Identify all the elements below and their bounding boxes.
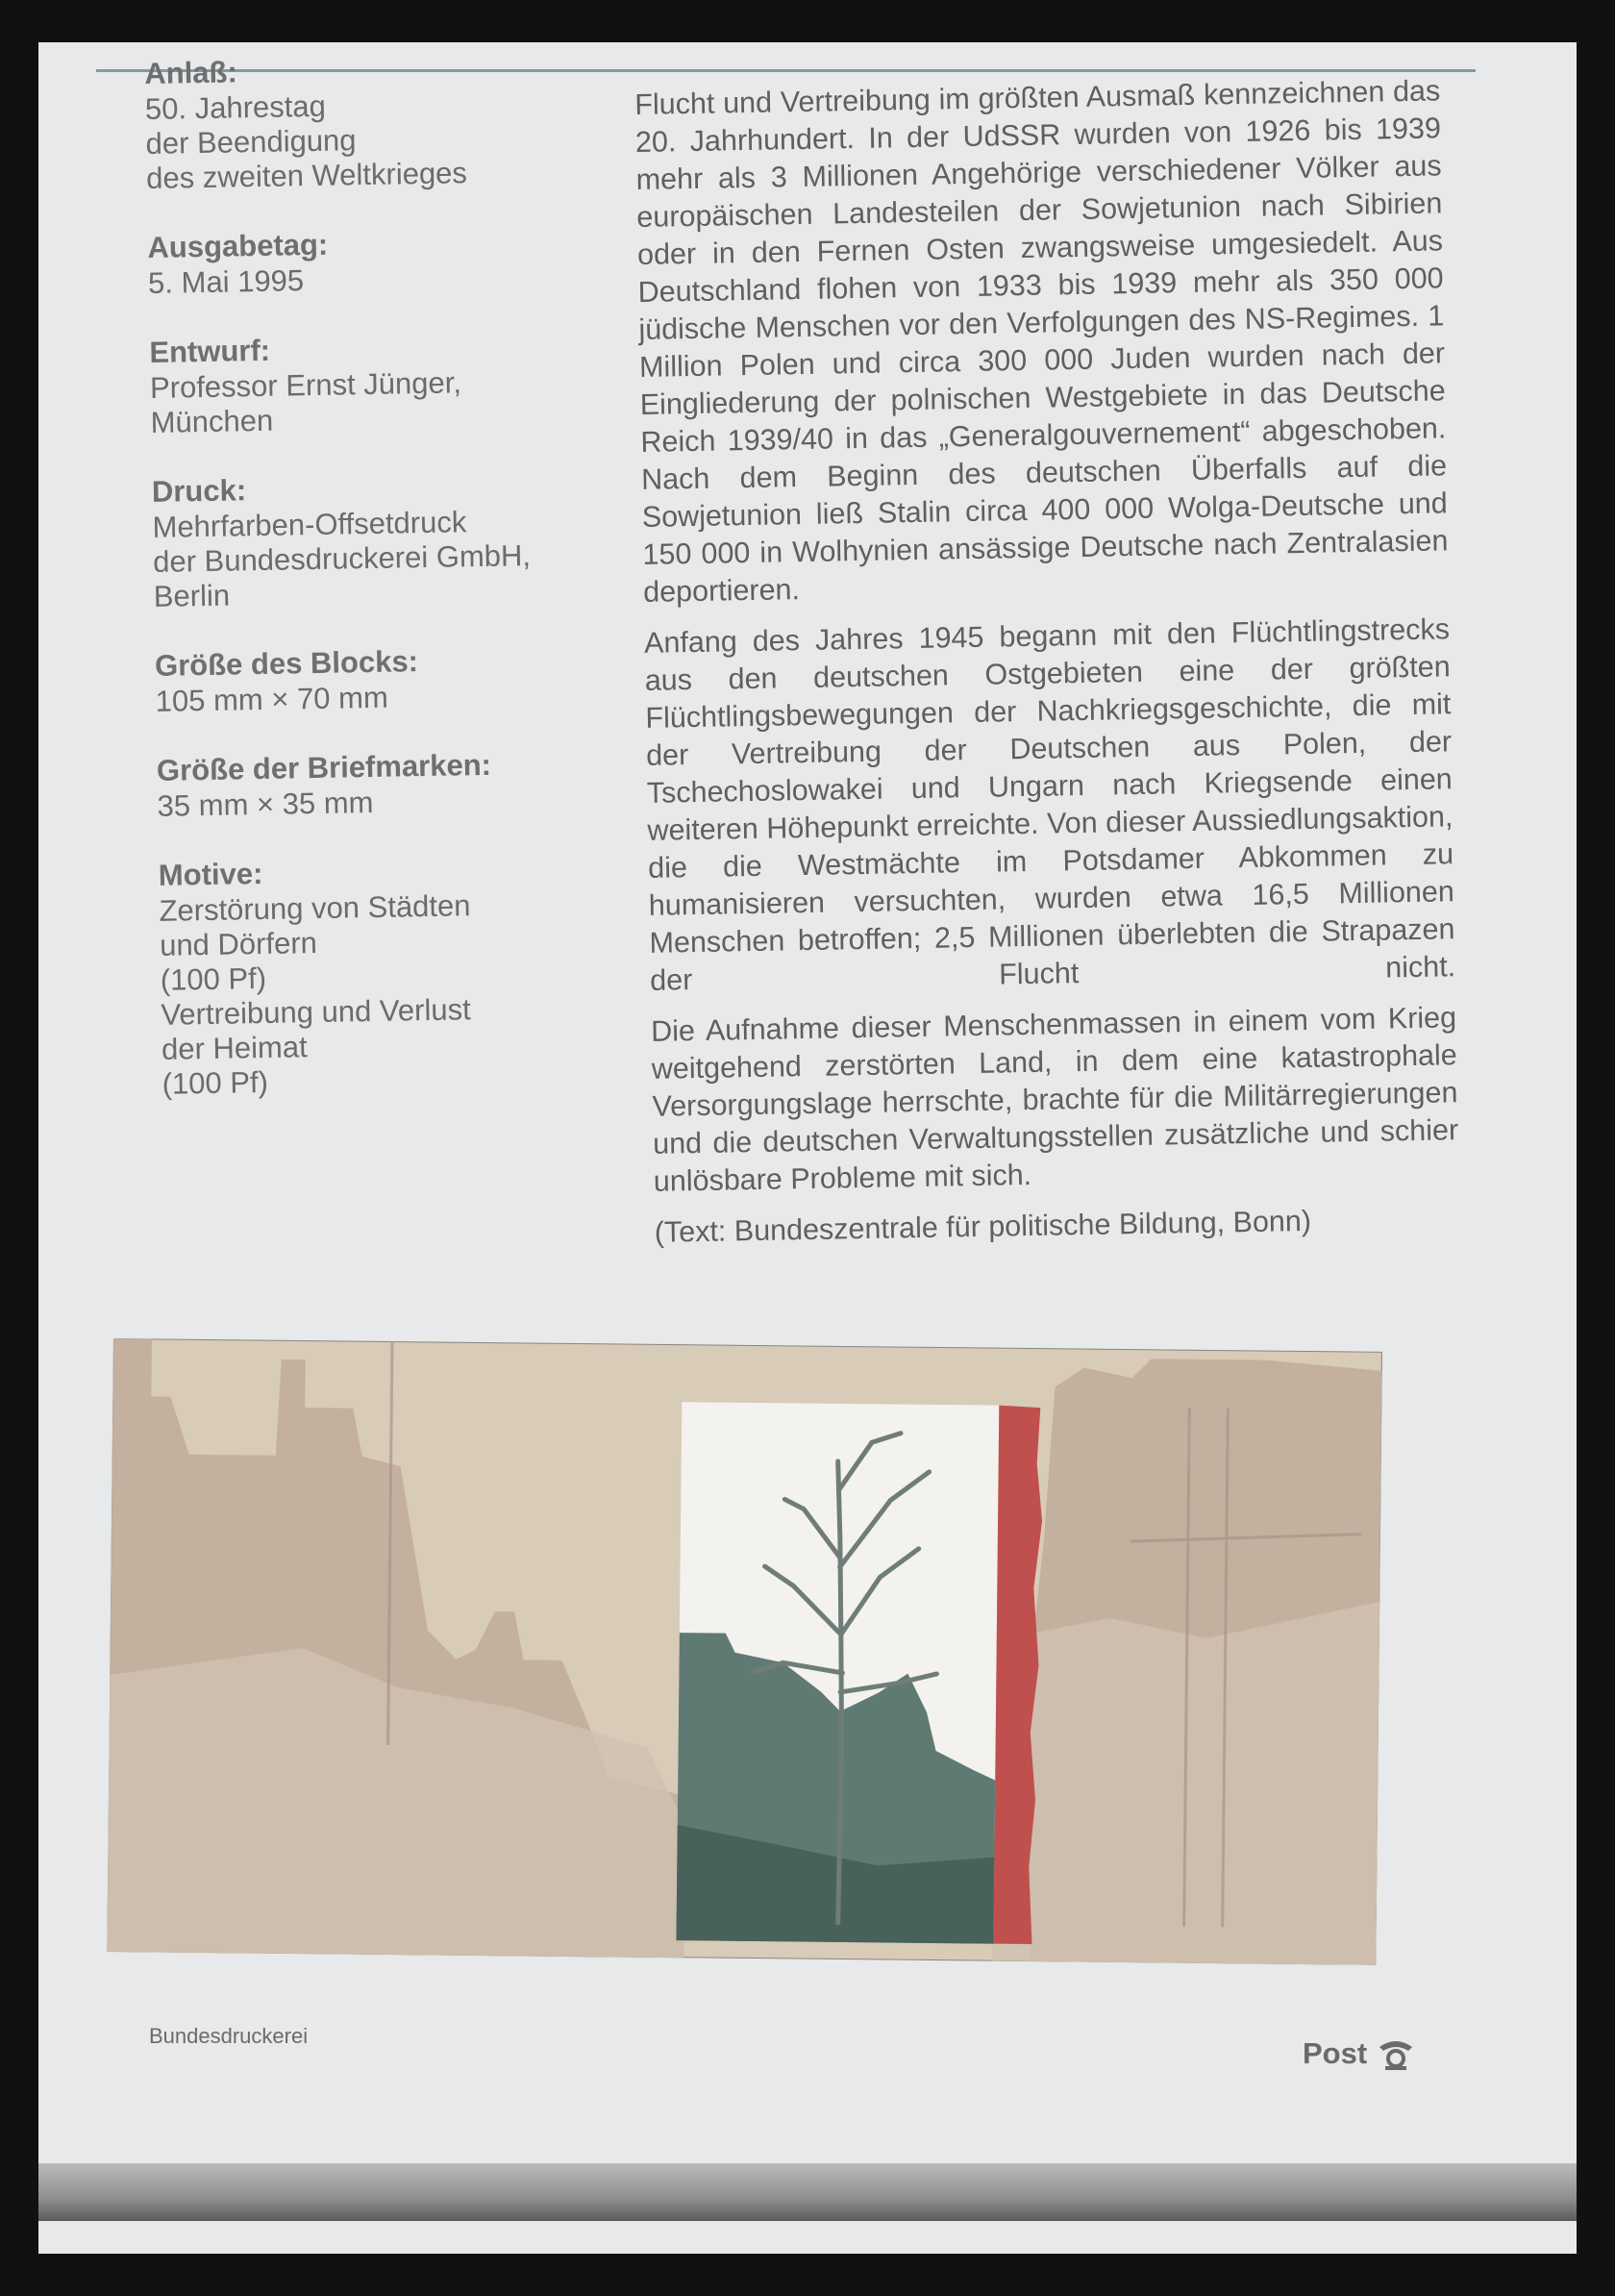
detail-line: Professor Ernst Jünger, xyxy=(149,365,462,405)
detail-design xyxy=(149,327,593,440)
body-paragraph: Die Aufnahme dieser Menschenmassen in einem vom Krieg weitgehend zerstörten Land, in dem eine katastrophale Versorgungslage herrschte, brachte für die Militärregierungen und die deutschen Verwaltungsstellen zusätzliche und schier unlösbare Probleme mit sich. xyxy=(650,1001,1459,1198)
detail-heading: Druck: xyxy=(151,473,247,509)
detail-heading: Motive: xyxy=(158,856,263,892)
detail-heading: Ausgabetag: xyxy=(147,227,329,264)
detail-heading: Anlaß: xyxy=(144,55,238,90)
binder-edge xyxy=(38,2163,1577,2221)
detail-motifs xyxy=(159,850,605,1102)
body-paragraph: Anfang des Jahres 1945 begann mit den Flüchtlingstrecks aus den deutschen Ostgebieten eine der größten Flüchtlingsbewegungen der Nachkriegsgeschichte, die mit der Vertreibung der Deutschen aus Polen, der Tschechoslowakei und Ungarn nach Kriegsende einen weiteren Höhepunkt erreichte. Von dieser Aussiedlungsaktion, die die Westmächte im Potsdamer Abkommen zu humanisieren versuchten, wurden etwa 16,5 Millionen Menschen betroffen; 2,5 Millionen überlebten die Strapazen der Flucht nicht. xyxy=(643,612,1456,997)
body-paragraph: Flucht und Vertreibung im größten Ausmaß kennzeichnen das 20. Jahrhundert. In der UdSSR wurden von 1926 bis 1939 mehr als 3 Millionen Angehörige verschiedener Völker aus europäischen Landesteilen der Sowjetunion nach Sibirien oder in den Fernen Osten zwangsweise umgesiedelt. Aus Deutschland flohen von 1933 bis 1939 mehr als 350 000 jüdische Menschen vor den Verfolgungen des NS-Regimes. 1 Million Polen und circa 300 000 Juden wurden nach der Eingliederung der polnischen Westgebiete in das Deutsche Reich 1939/40 in das „Generalgouvernement“ abgeschoben. Nach dem Beginn des deutschen Überfalls auf die Sowjetunion ließ Stalin circa 400 000 Wolga-Deutsche und 150 000 in Wolhynien ansässige Deutsche nach Zentralasien deportieren. xyxy=(634,74,1449,609)
detail-line: des zweiten Weltkrieges xyxy=(145,156,468,195)
detail-line: (100 Pf) xyxy=(162,1064,269,1101)
post-logo xyxy=(1303,2036,1416,2072)
detail-line: (100 Pf) xyxy=(160,961,267,997)
detail-issue-date xyxy=(147,222,590,301)
detail-line: Zerstörung von Städten xyxy=(159,888,471,928)
details-column xyxy=(144,48,606,1136)
detail-block-size xyxy=(155,640,598,719)
text-source: (Text: Bundeszentrale für politische Bildung, Bonn) xyxy=(654,1204,1312,1249)
detail-heading: Entwurf: xyxy=(149,333,271,369)
detail-heading: Größe des Blocks: xyxy=(154,644,419,683)
detail-line: 35 mm × 35 mm xyxy=(157,785,374,823)
souvenir-sheet-image xyxy=(107,1338,1382,1965)
detail-line: und Dörfern xyxy=(159,926,318,962)
detail-line: der Beendigung xyxy=(145,123,357,161)
detail-line: Berlin xyxy=(153,578,231,613)
printer-name: Bundesdruckerei xyxy=(149,2024,309,2048)
post-logo-text: Post xyxy=(1303,2036,1368,2070)
detail-print xyxy=(152,466,596,614)
detail-line: der Bundesdruckerei GmbH, xyxy=(152,538,532,579)
detail-line: München xyxy=(150,403,274,439)
detail-occasion xyxy=(144,48,588,196)
detail-line: Mehrfarben-Offsetdruck xyxy=(152,505,467,544)
detail-stamp-size xyxy=(157,745,600,824)
detail-heading: Größe der Briefmarken: xyxy=(156,747,492,787)
detail-line: 50. Jahrestag xyxy=(144,88,327,126)
detail-line: der Heimat xyxy=(161,1030,308,1066)
detail-line: Vertreibung und Verlust xyxy=(161,992,471,1032)
detail-line: 105 mm × 70 mm xyxy=(155,680,389,718)
souvenir-sheet-illustration xyxy=(107,1338,1382,1965)
body-text xyxy=(634,72,1460,1251)
post-horn-icon xyxy=(1376,2039,1416,2072)
detail-line: 5. Mai 1995 xyxy=(147,263,305,300)
